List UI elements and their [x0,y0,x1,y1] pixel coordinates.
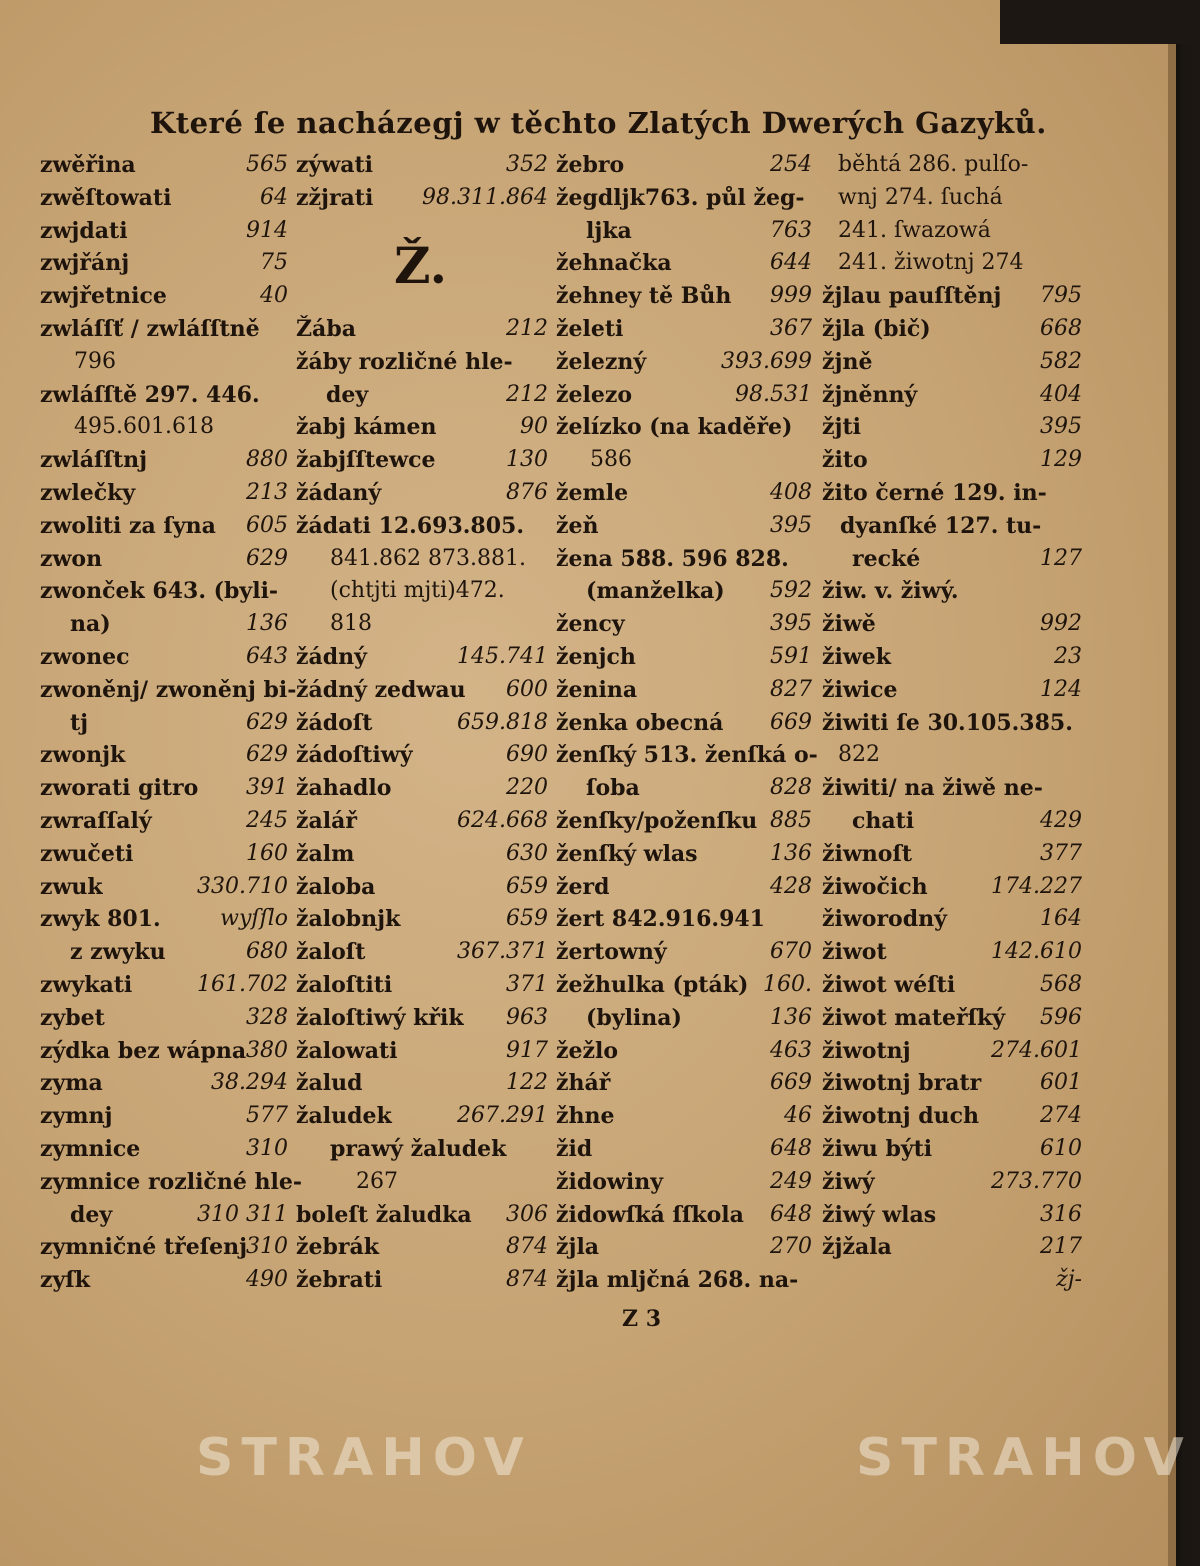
index-page-number: 596 [1040,1004,1082,1030]
index-term: tj [70,709,89,736]
index-term: ſoba [586,775,640,802]
index-page-number: 591 [770,644,812,669]
index-term: žhne [556,1103,615,1130]
index-term: žemle [556,480,629,506]
index-page-number: 249 [770,1168,812,1194]
index-page-number: 23 [1054,644,1082,669]
index-page-number: 648 [770,1136,812,1161]
signature-mark: Z 3 [622,1306,662,1332]
index-continuation: 796 [74,348,116,374]
section-letter: Ž. [394,236,448,295]
index-term: chati [852,808,915,834]
index-term: zwyk 801. [40,906,161,933]
index-page-number: 668 [1040,316,1082,341]
index-term: dyanſké 127. tu- [840,512,1042,539]
index-term: žjně [822,348,873,375]
index-page-number: 164 [1040,906,1082,932]
index-term: žaloſtiwý křik [296,1004,464,1031]
index-term: žiw. v. žiwý. [822,578,959,605]
index-continuation: 586 [590,447,632,473]
index-page-number: 174.227 [991,873,1082,899]
index-term: žežhulka (pták) [556,972,749,998]
index-term: žiwočich [822,873,928,900]
index-term: žiwiti ſe 30.105.385. [822,709,1073,736]
index-term: žiwý wlas [822,1201,937,1228]
index-term: ženſký 513. ženſká o- [556,742,818,769]
index-page-number: 605 [246,512,288,538]
index-page-number: 395 [1040,414,1082,440]
index-page-number: 429 [1040,808,1082,833]
index-term: žalobnjk [296,906,401,933]
index-term: židowiny [556,1168,663,1195]
index-term: žiworodný [822,906,947,933]
index-term: žertowný [556,939,667,966]
index-page-number: 127 [1040,545,1082,571]
index-page-number: 267.291 [457,1103,548,1129]
index-page-number: 136 [770,1004,812,1030]
index-term: zwonček 643. (byli- [40,578,279,605]
index-page-number: 992 [1040,611,1082,637]
index-term: žegdljk763. půl žeg- [556,184,805,211]
index-term: dey [70,1201,113,1228]
index-term: žáby rozličné hle- [296,348,513,375]
index-term: ženjch [556,644,636,670]
index-page-number: 827 [770,676,812,702]
index-term: (bylina) [586,1004,682,1031]
index-term: žjla [556,1234,600,1261]
index-page-number: 490 [246,1267,288,1293]
index-page-number: 395 [770,611,812,637]
index-term: zwláſſtě 297. 446. [40,381,260,408]
index-term: žádoſt [296,709,373,736]
index-term: žežlo [556,1037,619,1064]
index-term: dey [326,381,369,408]
index-page-number: 601 [1040,1070,1082,1096]
index-page-number: 629 [246,545,288,571]
index-page-number: 648 [770,1201,812,1227]
index-continuation: 267 [356,1168,398,1194]
index-page-number: 160. [763,972,812,997]
index-page-number: 630 [506,840,548,866]
index-continuation: 818 [330,611,372,637]
index-page-number: 124 [1040,676,1082,702]
index-page-number: 38.294 [211,1070,288,1096]
index-term: zwuk [40,873,103,900]
background-gap [1000,0,1200,44]
index-term: žency [556,611,625,638]
index-term: žjla mljčná 268. na- [556,1267,799,1294]
index-page-number: 828 [770,775,812,801]
index-page-number: 391 [246,775,288,801]
index-term: zyma [40,1070,103,1097]
index-page-number: 310 [246,1234,288,1260]
index-page-number: 763 [770,217,812,243]
index-page-number: 316 [1040,1201,1082,1227]
index-page-number: 885 [770,808,812,833]
index-term: žádoſtiwý [296,742,413,769]
index-page-number: 90 [520,414,548,440]
index-term: zwon [40,545,103,572]
index-term: prawý žaludek [330,1136,507,1162]
index-term: zžjrati [296,184,374,211]
index-page-number: 98.311.864 [422,184,548,210]
index-page-number: 274 [1040,1103,1082,1129]
index-term: žiwot [822,939,887,966]
index-term: ženina [556,676,638,703]
index-term: žiwnoſt [822,840,913,867]
index-term: boleſt žaludka [296,1201,472,1228]
index-term: žebrati [296,1267,383,1294]
index-page-number: 367 [770,316,812,341]
index-page-number: 122 [506,1070,548,1096]
index-page-number: 306 [506,1201,548,1227]
index-page-number: 310 [246,1136,288,1161]
index-page-number: 874 [506,1234,548,1260]
index-page-number: 624.668 [457,808,548,833]
index-term: zwykati [40,972,133,998]
index-page-number: 463 [770,1037,812,1063]
index-term: zyſk [40,1267,90,1294]
index-term: žalm [296,840,355,867]
index-page-number: wyſſlo [220,906,288,932]
index-page-number: 408 [770,480,812,505]
index-page-number: 917 [506,1037,548,1063]
index-term: židowſká ſſkola [556,1201,744,1228]
index-page-number: žj- [1056,1267,1082,1293]
index-term: žiwu býti [822,1136,933,1162]
index-continuation: 841.862 873.881. [330,545,526,571]
index-term: zwoliti za ſyna [40,512,216,539]
index-page-number: 669 [770,709,812,735]
index-page-number: 404 [1040,381,1082,407]
index-page-number: 75 [260,250,288,276]
index-page-number: 129 [1040,447,1082,473]
index-term: žabjſſtewce [296,447,436,474]
index-term: žaludek [296,1103,392,1130]
index-page-number: 142.610 [991,939,1082,965]
index-term: žalowati [296,1037,398,1064]
index-term: zwoněnj/ zwoněnj bi- [40,676,297,703]
index-term: zwlečky [40,480,136,506]
index-term: žádný zedwau [296,676,466,703]
index-page-number: 643 [246,644,288,669]
watermark-left: STRAHOV [196,1428,532,1488]
index-continuation: 495.601.618 [74,414,214,440]
index-term: zymnice [40,1136,141,1162]
index-term: žiwice [822,676,898,703]
index-term: zwjřetnice [40,283,167,310]
index-term: železo [556,381,633,408]
index-page-number: 428 [770,873,812,899]
index-page-number: 145.741 [457,644,548,669]
index-term: ljka [586,217,632,244]
index-term: žalud [296,1070,363,1097]
index-term: žaloſt [296,939,366,966]
index-page-number: 795 [1040,283,1082,309]
index-term: žert 842.916.941 [556,906,765,933]
index-term: žerd [556,873,610,900]
index-page-number: 690 [506,742,548,768]
index-term: žiwotnj [822,1037,911,1064]
index-continuation: (chtjti mjti)472. [330,578,505,604]
index-term: (manželka) [586,578,725,605]
index-term: zwonec [40,644,130,670]
index-term: zwláſſť / zwláſſtně [40,316,260,342]
index-term: zwraſſalý [40,808,152,834]
index-page-number: 963 [506,1004,548,1030]
index-term: zýwati [296,152,373,178]
index-continuation: wnj 274. ſuchá [838,184,1003,210]
index-page-number: 274.601 [991,1037,1082,1063]
index-page-number: 40 [260,283,288,309]
index-term: žjla (bič) [822,316,931,342]
index-page-number: 659 [506,873,548,899]
index-term: zymnj [40,1103,113,1130]
index-term: žjti [822,414,861,441]
index-page-number: 98.531 [735,381,812,407]
index-page-number: 136 [246,611,288,637]
index-page-number: 680 [246,939,288,965]
index-page-number: 217 [1040,1234,1082,1260]
page-edge [1168,44,1176,1566]
index-page-number: 270 [770,1234,812,1260]
index-term: Žába [296,316,356,342]
index-term: žalář [296,808,357,834]
index-term: žjžala [822,1234,892,1261]
index-term: žaloſtiti [296,972,393,998]
index-term: želízko (na kaděře) [556,414,793,441]
index-page-number: 629 [246,742,288,768]
index-term: žjněnný [822,381,918,408]
index-term: žiwotnj bratr [822,1070,982,1097]
index-term: žiwek [822,644,892,670]
index-term: zybet [40,1004,105,1031]
index-term: žiwý [822,1168,875,1195]
index-term: žehney tě Bůh [556,283,732,310]
index-page-number: 64 [260,184,288,210]
page-header: Které ſe nacházegj w těchto Zlatých Dwerých Gazyků. [150,106,1047,140]
index-page-number: 330.710 [197,873,288,899]
index-page-number: 880 [246,447,288,473]
index-term: žádný [296,644,367,670]
index-page-number: 629 [246,709,288,735]
index-page-number: 46 [784,1103,812,1129]
index-term: zwláſſtnj [40,447,148,474]
index-term: žiwot wéſti [822,972,956,998]
index-term: žiwotnj duch [822,1103,980,1130]
index-page-number: 395 [770,512,812,538]
index-page-number: 352 [506,152,548,177]
index-term: recké [852,545,921,572]
index-page-number: 582 [1040,348,1082,374]
index-page-number: 876 [506,480,548,505]
index-page-number: 659.818 [457,709,548,735]
index-term: žiwě [822,611,876,638]
index-page-number: 380 [246,1037,288,1063]
index-page-number: 136 [770,840,812,866]
watermark-right: STRAHOV [856,1428,1192,1488]
index-page-number: 577 [246,1103,288,1129]
index-term: žebro [556,152,625,178]
index-continuation: 241. ſwazowá [838,217,991,243]
index-term: ženſky/poženſku [556,808,758,834]
index-continuation: 241. žiwotnj 274 [838,250,1024,276]
index-term: žena 588. 596 828. [556,545,789,572]
index-page-number: 245 [246,808,288,833]
index-term: zymničné třeſenj [40,1234,248,1261]
index-term: žito černé 129. in- [822,480,1047,506]
index-page-number: 600 [506,676,548,702]
index-term: zwučeti [40,840,134,867]
index-term: želeti [556,316,624,342]
index-continuation: 822 [838,742,880,768]
index-term: žiwot mateřſký [822,1004,1006,1031]
index-term: zýdka bez wápna [40,1037,247,1064]
index-page-number: 670 [770,939,812,965]
index-term: zwěřina [40,152,136,178]
index-page-number: 371 [506,972,548,997]
index-page-number: 213 [246,480,288,505]
index-page-number: 367.371 [457,939,548,965]
index-page-number: 874 [506,1267,548,1293]
index-page-number: 130 [506,447,548,473]
index-page-number: 610 [1040,1136,1082,1161]
index-page-number: 377 [1040,840,1082,866]
index-term: žádati 12.693.805. [296,512,525,539]
index-page-number: 659 [506,906,548,932]
index-page-number: 644 [770,250,812,276]
index-page-number: 328 [246,1004,288,1030]
index-term: žeň [556,512,599,539]
index-page-number: 999 [770,283,812,309]
index-term: žhář [556,1070,611,1097]
index-page-number: 220 [506,775,548,801]
index-page-number: 568 [1040,972,1082,997]
index-term: zworati gitro [40,775,199,802]
index-term: žádaný [296,480,382,506]
index-page-number: 914 [246,217,288,243]
index-term: žabj kámen [296,414,437,441]
index-term: žahadlo [296,775,392,802]
index-term: zwjřánj [40,250,130,277]
index-page-number: 310 311 [197,1201,288,1227]
index-continuation: běhtá 286. pulſo- [838,152,1029,177]
index-term: žjlau pauſſtěnj [822,283,1002,310]
index-page-number: 393.699 [721,348,812,374]
index-term: zwjdati [40,217,128,244]
index-term: železný [556,348,647,375]
index-page-number: 565 [246,152,288,177]
index-page-number: 160 [246,840,288,866]
index-page-number: 161.702 [197,972,288,997]
index-term: zwonjk [40,742,126,769]
index-term: žito [822,447,868,474]
index-term: zymnice rozličné hle- [40,1168,302,1195]
index-term: žid [556,1136,593,1162]
index-term: žaloba [296,873,376,900]
index-term: zwěſtowati [40,184,172,211]
index-page-number: 212 [506,381,548,407]
index-term: na) [70,611,111,638]
index-term: žehnačka [556,250,672,277]
index-term: žiwiti/ na žiwě ne- [822,775,1043,802]
index-term: ženka obecná [556,709,724,736]
index-term: ženſký wlas [556,840,698,867]
index-page-number: 254 [770,152,812,177]
index-page-number: 669 [770,1070,812,1096]
index-term: z zwyku [70,939,166,966]
index-term: žebrák [296,1234,379,1261]
index-page-number: 273.770 [991,1168,1082,1194]
index-page-number: 212 [506,316,548,341]
index-page-number: 592 [770,578,812,604]
